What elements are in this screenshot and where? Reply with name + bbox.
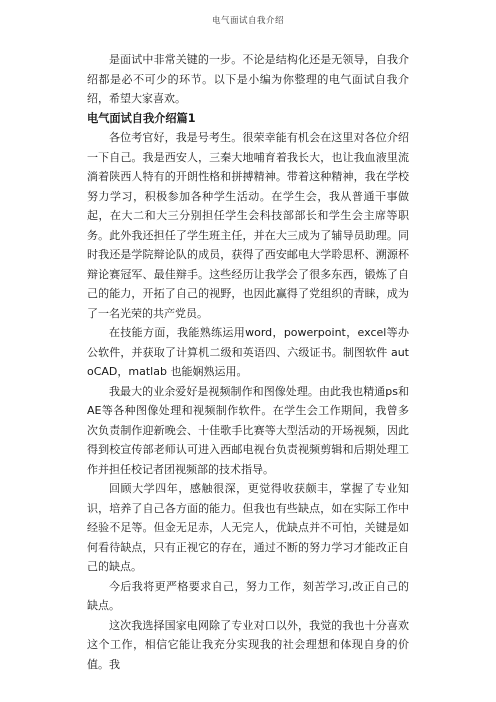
intro-paragraph: 是面试中非常关键的一步。不论是结构化还是无领导，自我介绍都是必不可少的环节。以下是小编为你整理的电气面试自我介绍，希望大家喜欢。 — [87, 53, 409, 105]
document-body — [87, 50, 409, 674]
body-paragraph-6: 这次我选择国家电网除了专业对口以外，我觉的我也十分喜欢这个工作，相信它能让我充分实现我的社会理想和体现自身的价值。我 — [87, 618, 409, 671]
body-paragraph-2: 在技能方面，我能熟练运用word，powerpoint，excel等办公软件，并获取了计算机二级和英语四、六级证书。制图软件 autoCAD，matlab 也能娴熟运用。 — [87, 326, 409, 378]
document-header-title: 电气面试自我介绍 — [211, 16, 284, 26]
section-heading: 电气面试自我介绍篇1 — [87, 111, 196, 125]
body-paragraph-5: 今后我将更严格要求自己，努力工作，刻苦学习,改正自己的缺点。 — [87, 579, 409, 612]
body-paragraph-1: 各位考官好，我是号考生。很荣幸能有机会在这里对各位介绍一下自己。我是西安人，三秦大地哺育着我长大，也让我血液里流淌着陕西人特有的开朗性格和拼搏精神。带着这种精神，我在学校努力学习，积极参加各种学生活动。在学生会，我从普通干事做起，在大二和大三分别担任学生会科技部部长和学生会主席等职务。此外我还担任了学生班主任，并在大三成为了辅导员助理。同时我还是学院辩论队的成员，获得了西安邮电大学聆思杯、溯源杯辩论赛冠军、最佳辩手。这些经历让我学会了很多东西，锻炼了自己的能力，开拓了自己的视野，也因此赢得了党组织的青睐，成为了一名光荣的共产党员。 — [87, 131, 409, 320]
body-paragraph-3: 我最大的业余爱好是视频制作和图像处理。由此我也精通ps和AE等各种图像处理和视频制作软件。在学生会工作期间，我曾多次负责制作迎新晚会、十佳歌手比赛等大型活动的开场视频，因此得到校宣传部老师认可进入西邮电视台负责视频剪辑和后期处理工作并担任校记者团视频部的技术指导。 — [87, 384, 409, 476]
body-paragraph-4: 回顾大学四年，感触很深，更觉得收获颇丰，掌握了专业知识，培养了自己各方面的能力。但我也有些缺点，如在实际工作中经验不足等。但金无足赤，人无完人，优缺点并不可怕，关键是如何看待缺点，只有正视它的存在，通过不断的努力学习才能改正自己的缺点。 — [87, 482, 409, 573]
